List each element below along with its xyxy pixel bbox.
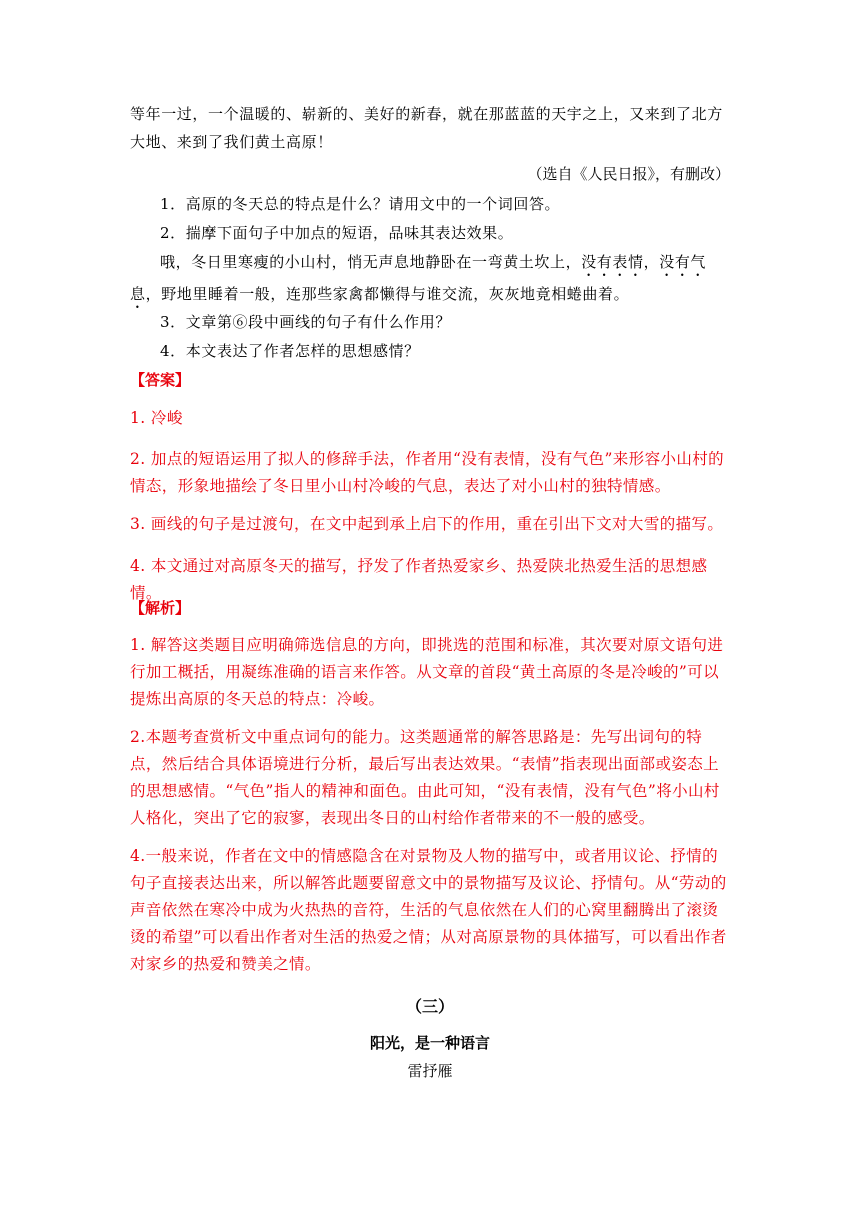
- question-3: 3．文章第⑥段中画线的句子有什么作用？: [160, 313, 451, 331]
- question-2-quote: [130, 248, 730, 312]
- answer-2: 2. 加点的短语运用了拟人的修辞手法，作者用“没有表情，没有气色”来形容小山村的情态，形象地描绘了冬日里小山村冷峻的气息，表达了对小山村的独特情感。: [130, 450, 725, 495]
- answer-heading: 【答案】: [130, 371, 191, 389]
- analysis-1: 1. 解答这类题目应明确筛选信息的方向，即挑选的范围和标准，其次要对原文语句进行加工概括，用凝练准确的语言来作答。从文章的首段“黄土高原的冬是冷峻的”可以提炼出高原的冬天总的特点：冷峻。: [130, 636, 724, 708]
- dotted-phrase-1: 没有表情: [581, 253, 644, 271]
- analysis-2: 2.本题考查赏析文中重点词句的能力。这类题通常的解答思路是：先写出词句的特点，然后结合具体语境进行分析，最后写出表达效果。“表情”指表现出面部或姿态上的思想感情。“气色”指人的精神和面色。由此可知，“没有表情，没有气色”将小山村人格化，突出了它的寂寥，表现出冬日的山村给作者带来的不一般的感受。: [130, 728, 720, 827]
- dotted-phrase-2: 没有气息: [130, 253, 707, 303]
- answer-4: 4. 本文通过对高原冬天的描写，抒发了作者热爱家乡、热爱陕北热爱生活的思想感情。: [130, 557, 708, 602]
- answer-3: 3. 画线的句子是过渡句，在文中起到承上启下的作用，重在引出下文对大雪的描写。: [130, 515, 724, 533]
- analysis-heading: 【解析】: [130, 599, 191, 617]
- answer-1: 1. 冷峻: [130, 409, 183, 427]
- quote-text-after: ，野地里睡着一般，连那些家禽都懒得与谁交流，灰灰地竟相蜷曲着。: [145, 285, 630, 303]
- quote-text-before: 哦，冬日里寒瘦的小山村，悄无声息地静卧在一弯黄土坎上，: [160, 253, 582, 271]
- question-2: 2．揣摩下面句子中加点的短语，品味其表达效果。: [160, 224, 514, 242]
- quote-comma: ，: [643, 253, 660, 271]
- section-author: 雷抒雁: [407, 1062, 453, 1080]
- analysis-4: 4.一般来说，作者在文中的情感隐含在对景物及人物的描写中，或者用议论、抒情的句子直接表达出来，所以解答此题要留意文中的景物描写及议论、抒情句。从“劳动的声音依然在寒冷中成为火热热的音符，生活的气息依然在人们的心窝里翻腾出了滚烫烫的希望”可以看出作者对生活的热爱之情；从对高原景物的具体描写，可以看出作者对家乡的热爱和赞美之情。: [130, 847, 727, 973]
- question-4: 4．本文表达了作者怎样的思想感情？: [160, 342, 420, 360]
- passage-closing-paragraph: 等年一过，一个温暖的、崭新的、美好的新春，就在那蓝蓝的天宇之上，又来到了北方大地、来到了我们黄土高原！: [130, 105, 723, 151]
- section-title: 阳光，是一种语言: [369, 1034, 490, 1052]
- section-number: （三）: [405, 997, 454, 1016]
- source-note: （选自《人民日报》，有删改）: [527, 165, 730, 183]
- question-1: 1．高原的冬天总的特点是什么？请用文中的一个词回答。: [160, 195, 561, 213]
